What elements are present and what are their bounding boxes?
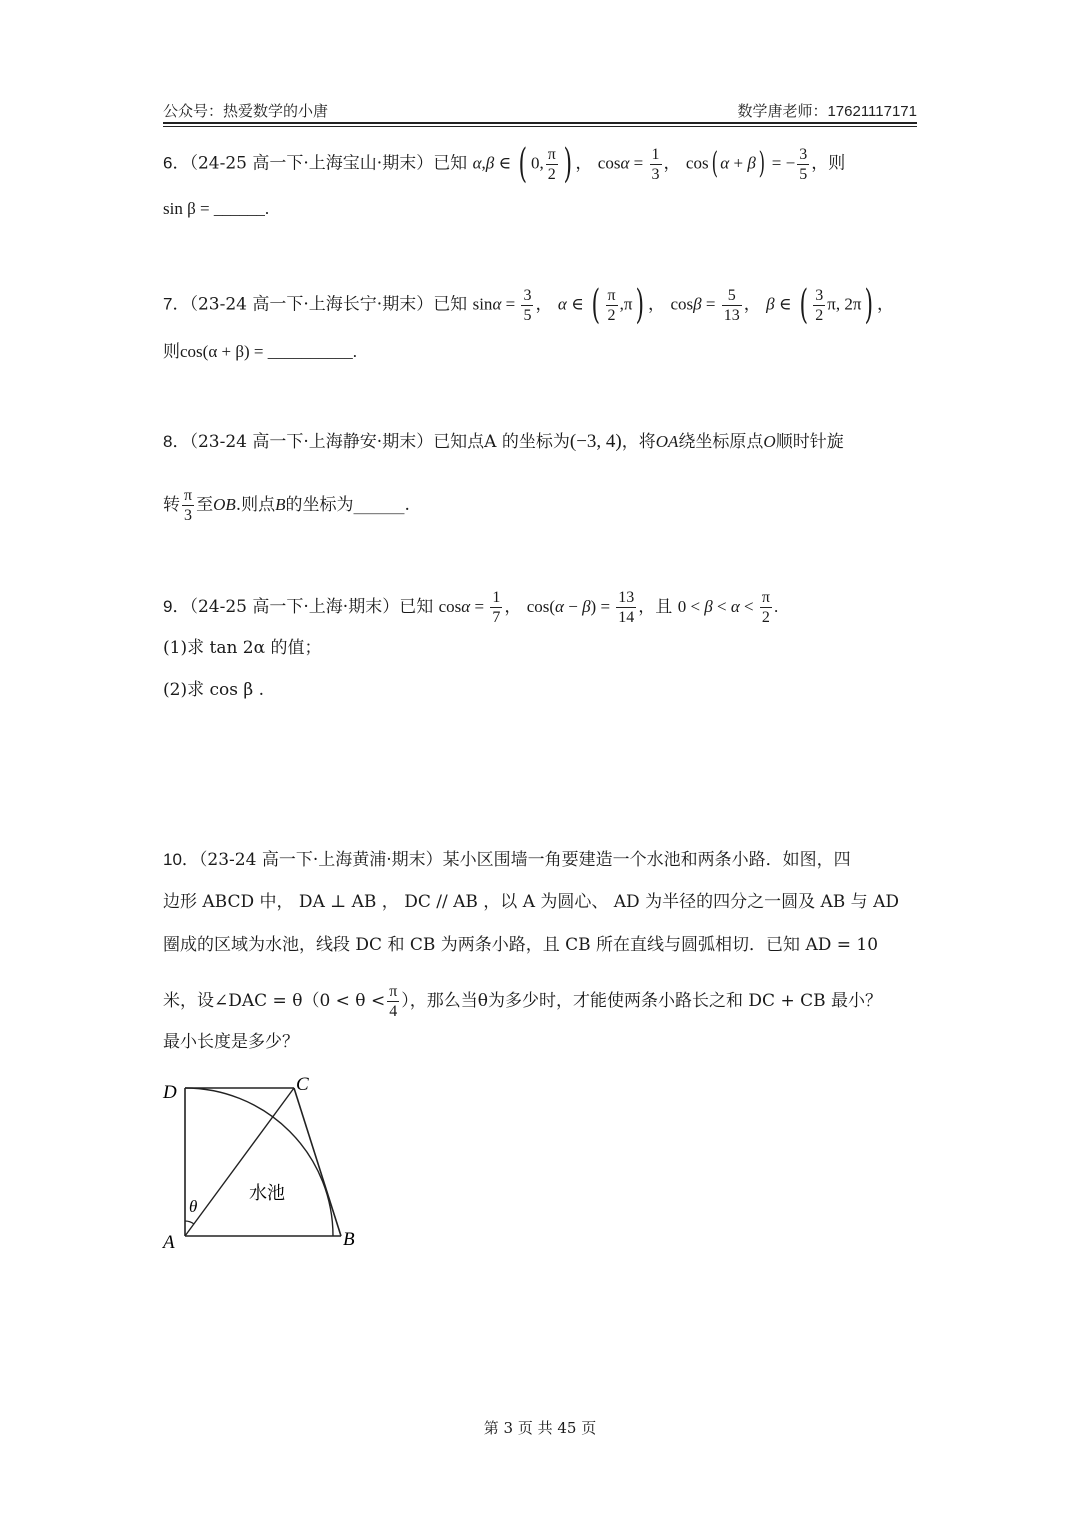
- question-7-line-1: 7．（23-24 高一下·上海长宁·期末）已知 sinα = $\frac{3}{5}$ ， α ∈ ( $\frac{\pi}{2}$ ,π) ， cosβ = $\frac{5}{13}$ ， β ∈ ( $\frac{3}{2}$ π, 2π) ，: [163, 282, 895, 328]
- question-6-line-2: sin β = ______.: [163, 199, 270, 218]
- question-7-line-2: 则cos(α + β) = __________.: [163, 342, 357, 362]
- question-9-line-1: 9．（24-25 高一下·上海·期末）已知 cosα = $\frac{1}{7}$ ， cos(α − β) = $\frac{13}{14}$ ，且 0 < β < α < $\frac{\pi}{2}$ .: [163, 589, 779, 626]
- page-footer: 第 3 页 共 45 页: [483, 1419, 597, 1437]
- question-source: （23-24 高一下·上海黄浦·期末）: [198, 850, 443, 870]
- question-source: （24-25 高一下·上海·期末）: [189, 597, 400, 617]
- question-source: （23-24 高一下·上海静安·期末）: [189, 432, 434, 452]
- question-number: 9．: [163, 597, 190, 616]
- question-9-part-1: (1)求 tan 2α 的值；: [163, 638, 322, 658]
- question-source: （23-24 高一下·上海长宁·期末）: [189, 294, 434, 315]
- angle-arc: [185, 1221, 194, 1224]
- question-number: 6．: [163, 153, 190, 173]
- question-source: （24-25 高一下·上海宝山·期末）: [189, 153, 434, 174]
- label-c: C: [296, 1074, 309, 1095]
- question-8-line-2: 转 $\frac{\pi}{3}$ 至OB.则点B的坐标为______.: [163, 487, 410, 524]
- label-d: D: [163, 1082, 177, 1103]
- question-10-line-4: 米，设∠DAC = θ（0 < θ < $\frac{\pi}{4}$ ），那么当θ为多少时，才能使两条小路长之和 DC + CB 最小？: [163, 983, 883, 1020]
- diagonal-ac: [185, 1088, 294, 1236]
- header-rule-thin: [163, 126, 917, 127]
- question-number: 10．: [163, 850, 199, 869]
- label-pool: 水池: [249, 1183, 285, 1204]
- question-number: 7．: [163, 294, 190, 314]
- question-10-line-3: 圈成的区域为水池，线段 DC 和 CB 为两条小路，且 CB 所在直线与圆弧相切．已知 AD = 10: [163, 935, 879, 955]
- header-rule-thick: [163, 122, 917, 124]
- label-a: A: [163, 1232, 175, 1253]
- question-number: 8．: [163, 432, 190, 451]
- quarter-arc: [185, 1088, 333, 1236]
- question-9-part-2: (2)求 cos β .: [163, 680, 265, 700]
- question-10-line-5: 最小长度是多少？: [163, 1032, 299, 1052]
- side-cb: [294, 1088, 341, 1236]
- question-6-line-1: 6．（24-25 高一下·上海宝山·期末）已知 α,β ∈ ( 0, $\frac{\pi}{2}$ ) ， cosα = $\frac{1}{3}$ ， cos( α + β) = − $\frac{3}{5}$ ，则: [163, 141, 846, 187]
- pool-figure: [155, 1068, 375, 1258]
- header-left: 公众号：热爱数学的小唐: [163, 103, 329, 120]
- question-10-line-2: 边形 ABCD 中， DA ⊥ AB ， DC // AB ，以 A 为圆心、 AD 为半径的四分之一圆及 AB 与 AD: [163, 892, 899, 912]
- header-right: 数学唐老师：17621117171: [737, 103, 917, 120]
- label-theta: θ: [189, 1197, 198, 1216]
- label-b: B: [343, 1229, 355, 1250]
- question-8-line-1: 8．（23-24 高一下·上海静安·期末）已知点A 的坐标为(−3, 4)，将OA绕坐标原点O顺时针旋: [163, 431, 844, 452]
- question-10-line-1: 10．（23-24 高一下·上海黄浦·期末）某小区围墙一角要建造一个水池和两条小路．如图，四: [163, 850, 851, 870]
